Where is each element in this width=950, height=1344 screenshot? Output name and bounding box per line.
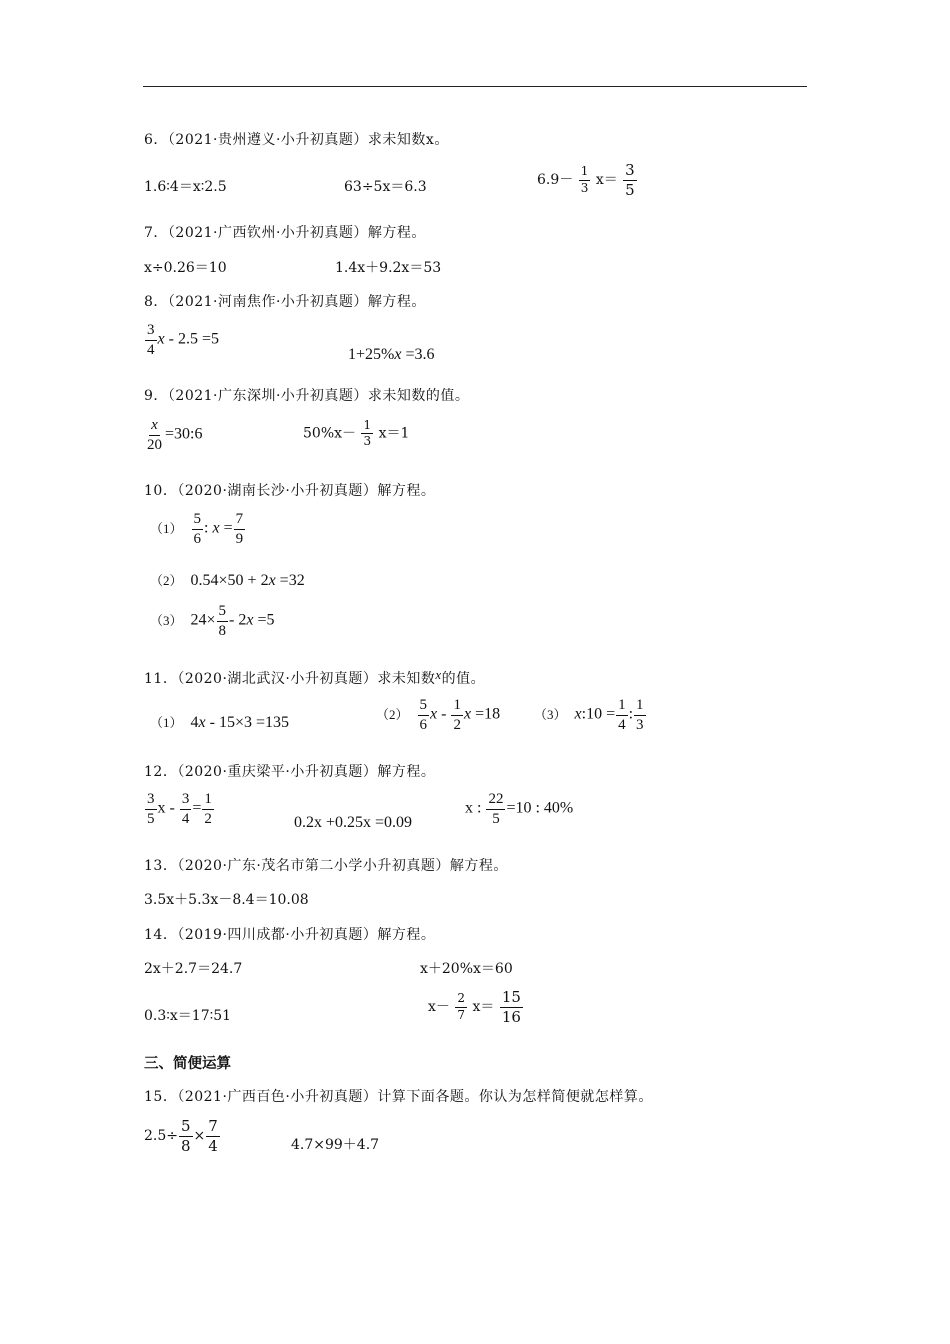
fraction: $\frac{x}{20}$	[147, 417, 162, 453]
q10-part-3: （3） 24× $\frac{5}{8}$ - 2x =5	[150, 603, 275, 639]
fraction: $\frac{22}{5}$	[488, 791, 504, 827]
q14-equation-3: 0.3∶x＝17∶51	[144, 1008, 232, 1024]
q11-header: 11．（2020·湖北武汉·小升初真题）求未知数x的值。	[144, 667, 486, 687]
fraction: $\frac{15}{16}$	[501, 988, 521, 1026]
q11-part-3: （3） x:10 = $\frac{1}{4}$ : $\frac{1}{3}$	[534, 697, 644, 733]
fraction: $\frac{5}{6}$	[193, 511, 202, 547]
fraction: $\frac{1}{3}$	[580, 164, 589, 195]
q6-equation-3: 6.9－ $\frac{1}{3}$ x＝ $\frac{3}{5}$	[537, 161, 635, 199]
fraction: $\frac{3}{4}$	[181, 791, 190, 827]
q13-equation-1: 3.5x＋5.3x－8.4＝10.08	[144, 892, 309, 908]
q15-header: 15．（2021·广西百色·小升初真题）计算下面各题。你认为怎样简便就怎样算。	[144, 1089, 653, 1105]
fraction: $\frac{3}{4}$	[147, 322, 155, 358]
fraction: $\frac{1}{3}$	[363, 418, 372, 449]
section-title: 三、简便运算	[144, 1056, 231, 1072]
fraction: $\frac{1}{2}$	[204, 791, 212, 827]
q7-equation-2: 1.4x＋9.2x＝53	[335, 260, 442, 276]
q12-header: 12．（2020·重庆梁平·小升初真题）解方程。	[144, 764, 436, 780]
fraction: $\frac{3}{5}$	[625, 161, 635, 199]
q8-header: 8．（2021·河南焦作·小升初真题）解方程。	[144, 294, 426, 310]
q13-header: 13．（2020·广东·茂名市第二小学小升初真题）解方程。	[144, 858, 508, 874]
q8-equation-1: $\frac{3}{4}$ x - 2.5 =5	[147, 322, 219, 358]
q10-part-1: （1） $\frac{5}{6}$ : x = $\frac{7}{9}$	[150, 511, 244, 547]
q7-header: 7．（2021·广西钦州·小升初真题）解方程。	[144, 225, 426, 241]
fraction: $\frac{5}{6}$	[419, 697, 428, 733]
fraction: $\frac{1}{2}$	[453, 697, 461, 733]
q6-header: 6．（2021·贵州遵义·小升初真题）求未知数x。	[144, 132, 449, 148]
q6-equation-1: 1.6∶4＝x∶2.5	[144, 179, 227, 195]
q6-equation-2: 63÷5x＝6.3	[344, 179, 427, 195]
fraction: $\frac{2}{7}$	[457, 991, 465, 1022]
q9-equation-1: $\frac{x}{20}$ =30:6	[147, 417, 203, 453]
q7-equation-1: x÷0.26＝10	[144, 260, 227, 276]
q9-header: 9．（2021·广东深圳·小升初真题）求未知数的值。	[144, 388, 470, 404]
fraction: $\frac{5}{8}$	[181, 1117, 191, 1155]
q11-part-2: （2） $\frac{5}{6}$ x - $\frac{1}{2}$ x =18	[376, 697, 501, 733]
fraction: $\frac{1}{4}$	[618, 697, 626, 733]
q9-equation-2: 50%x－ $\frac{1}{3}$ x＝1	[303, 418, 410, 449]
q10-part-2: （2） 0.54×50 + 2x =32	[150, 572, 305, 589]
fraction: $\frac{5}{8}$	[218, 603, 227, 639]
fraction: $\frac{7}{4}$	[208, 1117, 218, 1155]
q11-part-1: （1） 4x - 15×3 =135	[150, 714, 289, 731]
q8-equation-2: 1+25%x =3.6	[348, 346, 435, 363]
q12-equation-1: $\frac{3}{5}$ x - $\frac{3}{4}$ = $\frac{1}{2}$	[147, 791, 212, 827]
q12-equation-3: x : $\frac{22}{5}$ =10 : 40%	[465, 791, 574, 827]
q14-equation-2: x＋20%x＝60	[420, 961, 513, 977]
fraction: $\frac{7}{9}$	[235, 511, 244, 547]
q14-equation-1: 2x＋2.7＝24.7	[144, 961, 243, 977]
q10-header: 10．（2020·湖南长沙·小升初真题）解方程。	[144, 483, 436, 499]
fraction: $\frac{1}{3}$	[636, 697, 644, 733]
q12-equation-2: 0.2x +0.25x =0.09	[294, 814, 413, 831]
q14-header: 14．（2019·四川成都·小升初真题）解方程。	[144, 927, 436, 943]
top-rule	[143, 86, 807, 87]
q15-equation-1: 2.5÷ $\frac{5}{8}$ × $\frac{7}{4}$	[144, 1117, 218, 1155]
fraction: $\frac{3}{5}$	[147, 791, 155, 827]
q14-equation-4: x－ $\frac{2}{7}$ x＝ $\frac{15}{16}$	[428, 988, 521, 1026]
q15-equation-2: 4.7×99＋4.7	[291, 1137, 380, 1153]
